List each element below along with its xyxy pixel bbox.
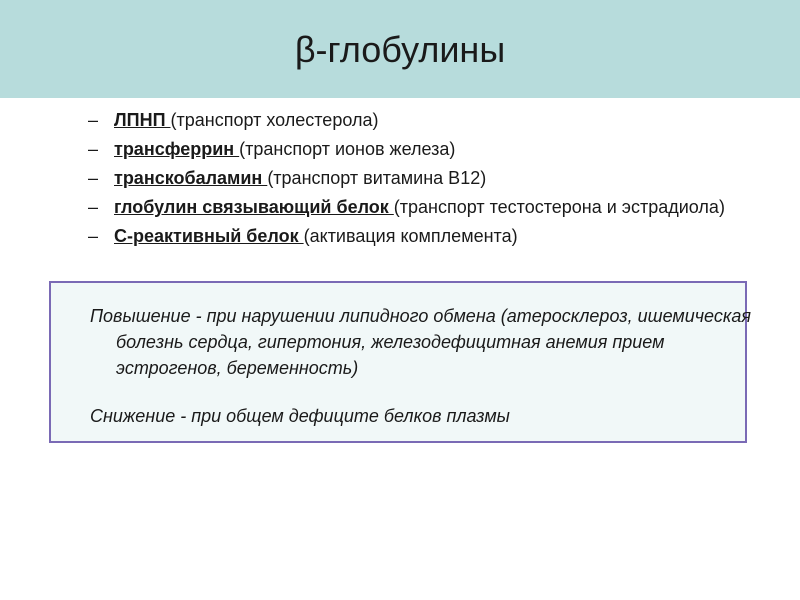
dash-bullet: –: [88, 110, 99, 130]
list-item: [88, 224, 768, 249]
dash-bullet: –: [88, 226, 99, 246]
list-item: [88, 195, 768, 220]
dash-bullet: –: [88, 168, 99, 188]
term: С-реактивный белок: [114, 226, 304, 246]
list-item: [88, 166, 768, 191]
term-description: (транспорт холестерола): [170, 110, 379, 130]
decrease-note: Снижение - при общем дефиците белков плазмы: [90, 406, 510, 426]
term: глобулин связывающий белок: [114, 197, 394, 217]
term: ЛПНП: [114, 110, 171, 130]
list-item: [88, 108, 768, 133]
list-item: [88, 137, 768, 162]
term: трансферрин: [114, 139, 240, 159]
clinical-note-box: [49, 281, 751, 443]
dash-bullet: –: [88, 139, 99, 159]
globulin-list: [88, 108, 768, 253]
term-description: (транспорт витамина В12): [267, 168, 487, 188]
term-description: (транспорт ионов железа): [239, 139, 456, 159]
increase-note: Повышение - при нарушении липидного обмена (атеросклероз, ишемическая болезнь сердца, гипертония, железодефицитная анемия прием эстрогенов, беременность): [90, 306, 751, 378]
slide-title: β-глобулины: [294, 29, 506, 70]
dash-bullet: –: [88, 197, 99, 217]
term: транскобаламин: [114, 168, 268, 188]
title-bar: [0, 0, 800, 98]
term-description: (активация комплемента): [303, 226, 518, 246]
term-description: (транспорт тестостерона и эстрадиола): [393, 197, 725, 217]
